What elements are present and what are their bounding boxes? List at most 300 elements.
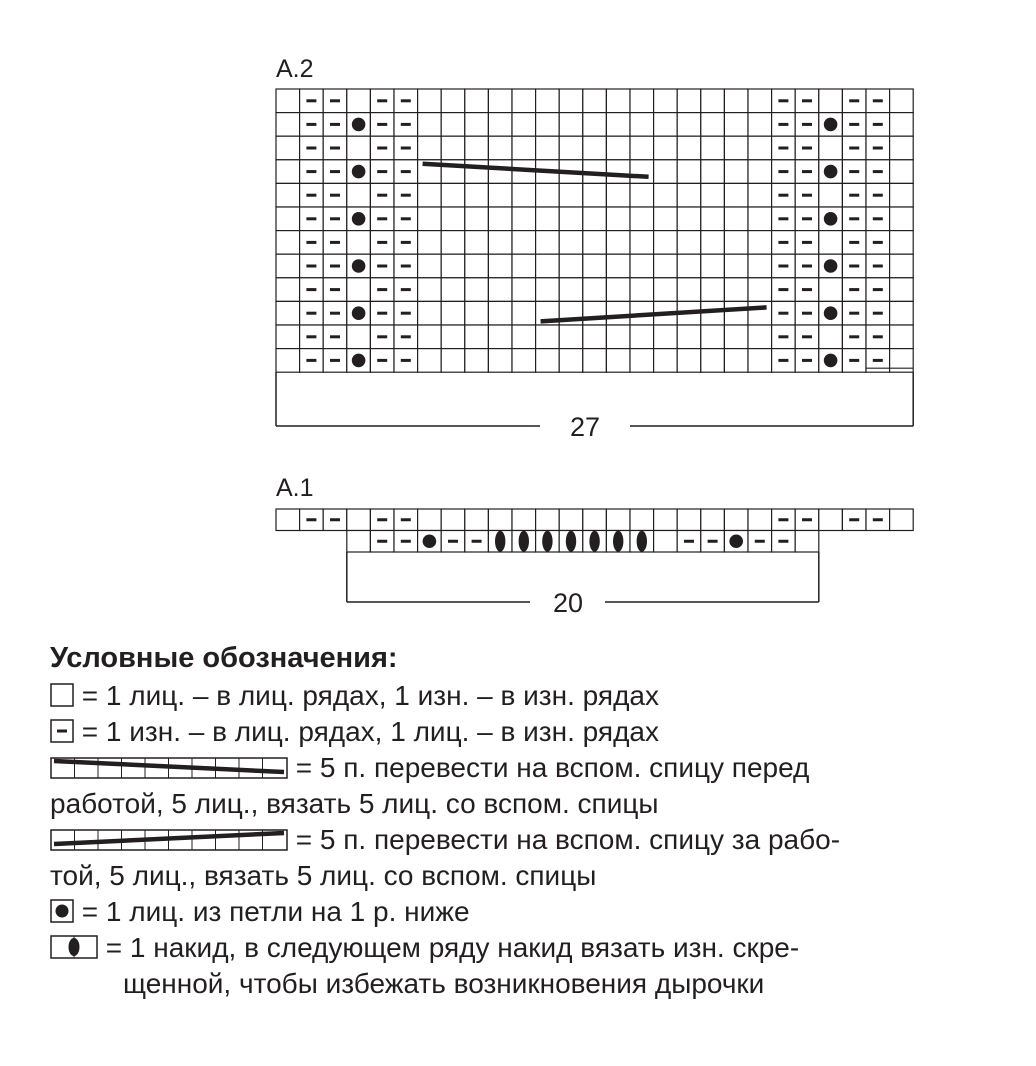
chart-cell (276, 254, 300, 278)
purl-mark (849, 312, 859, 315)
chart-cell (677, 89, 701, 113)
chart-cell (701, 278, 725, 302)
chart-cell (630, 254, 654, 278)
knit-below-dot (824, 118, 838, 132)
width-label: 27 (569, 412, 601, 442)
chart-cell (418, 89, 442, 113)
chart-cell (748, 254, 772, 278)
yarn-over-mark (495, 531, 505, 552)
purl-mark (802, 265, 812, 268)
purl-mark (401, 518, 411, 521)
knit-square-icon (50, 683, 74, 707)
chart-cell (654, 207, 678, 231)
purl-mark (401, 312, 411, 315)
chart-cell (465, 207, 489, 231)
purl-mark (802, 518, 812, 521)
purl-mark (802, 359, 812, 362)
chart-cell (559, 231, 583, 255)
purl-mark (330, 288, 340, 291)
legend-text: = 1 лиц. из петли на 1 р. ниже (81, 896, 470, 927)
chart-cell (606, 254, 630, 278)
chart-cell (347, 231, 371, 255)
purl-mark (849, 217, 859, 220)
chart-cell (724, 183, 748, 207)
purl-mark (802, 288, 812, 291)
chart-cell (512, 254, 536, 278)
chart-cell (701, 254, 725, 278)
purl-mark (778, 123, 788, 126)
legend (50, 640, 1010, 1002)
chart-cell (654, 531, 678, 553)
chart-cell (559, 183, 583, 207)
chart-cell (536, 509, 560, 531)
chart-cell (654, 349, 678, 373)
chart-cell (583, 113, 607, 137)
chart-cell (276, 113, 300, 137)
purl-mark (377, 241, 387, 244)
chart-cell (630, 160, 654, 184)
purl-mark (849, 359, 859, 362)
chart-cell (795, 531, 819, 553)
chart-cell (488, 89, 512, 113)
chart-a2-title: A.2 (276, 55, 314, 83)
chart-cell (465, 278, 489, 302)
purl-mark (330, 147, 340, 150)
chart-cell (488, 278, 512, 302)
purl-mark (306, 288, 316, 291)
purl-mark (401, 217, 411, 220)
chart-cell (583, 89, 607, 113)
chart-cell (276, 160, 300, 184)
chart-cell (418, 207, 442, 231)
legend-text-continued: работой, 5 лиц., вязать 5 лиц. со вспом. спицы (50, 788, 659, 819)
chart-cell (276, 349, 300, 373)
chart-cell (748, 509, 772, 531)
chart-cell (441, 231, 465, 255)
chart-cell (890, 160, 914, 184)
chart-cell (441, 325, 465, 349)
chart-cell (890, 325, 914, 349)
chart-cell (418, 231, 442, 255)
chart-cell (488, 325, 512, 349)
chart-cell (276, 325, 300, 349)
chart-cell (559, 278, 583, 302)
purl-mark (330, 194, 340, 197)
purl-mark (306, 170, 316, 173)
purl-mark (377, 217, 387, 220)
chart-cell (441, 207, 465, 231)
purl-mark (849, 147, 859, 150)
chart-cell (488, 254, 512, 278)
chart-cell (606, 509, 630, 531)
chart-cell (559, 325, 583, 349)
chart-cell (701, 160, 725, 184)
chart-cell (418, 136, 442, 160)
purl-mark (802, 123, 812, 126)
chart-cell (890, 509, 914, 531)
purl-mark (306, 359, 316, 362)
purl-mark (330, 99, 340, 102)
purl-mark (472, 540, 482, 543)
chart-cell (488, 113, 512, 137)
chart-cell (583, 136, 607, 160)
chart-a1-title: A.1 (276, 474, 314, 502)
chart-cell (512, 278, 536, 302)
chart-cell (583, 349, 607, 373)
yarn-over-icon (50, 935, 98, 959)
chart-cell (748, 231, 772, 255)
purl-mark (778, 170, 788, 173)
chart-cell (512, 136, 536, 160)
chart-cell (630, 183, 654, 207)
chart-cell (748, 207, 772, 231)
purl-mark (778, 540, 788, 543)
purl-mark (330, 217, 340, 220)
chart-cell (512, 509, 536, 531)
cable-front-icon (50, 755, 288, 779)
purl-mark (401, 241, 411, 244)
chart-cell (488, 183, 512, 207)
chart-cell (677, 278, 701, 302)
purl-mark (873, 312, 883, 315)
chart-cell (677, 325, 701, 349)
knit-below-dot (352, 354, 366, 368)
chart-cell (677, 254, 701, 278)
chart-cell (536, 207, 560, 231)
legend-text: = 5 п. перевести на вспом. спицу перед (295, 752, 810, 783)
legend-text: = 1 изн. – в лиц. рядах, 1 лиц. – в изн. рядах (81, 716, 659, 747)
chart-cell (583, 254, 607, 278)
chart-cell (512, 113, 536, 137)
knit-below-dot (824, 354, 838, 368)
purl-mark (377, 194, 387, 197)
legend-text: = 1 лиц. – в лиц. рядах, 1 изн. – в изн. рядах (81, 680, 659, 711)
chart-cell (559, 136, 583, 160)
chart-cell (441, 509, 465, 531)
purl-mark (778, 194, 788, 197)
chart-cell (748, 278, 772, 302)
purl-mark (849, 288, 859, 291)
chart-cell (536, 113, 560, 137)
chart-cell (654, 254, 678, 278)
purl-mark (778, 99, 788, 102)
chart-cell (441, 301, 465, 325)
chart-cell (724, 89, 748, 113)
chart-cell (347, 89, 371, 113)
chart-cell (630, 278, 654, 302)
purl-mark (330, 518, 340, 521)
purl-mark (330, 241, 340, 244)
chart-cell (724, 278, 748, 302)
chart-cell (890, 278, 914, 302)
purl-mark (306, 312, 316, 315)
chart-cell (441, 349, 465, 373)
chart-cell (819, 509, 843, 531)
chart-cell (536, 325, 560, 349)
chart-cell (748, 136, 772, 160)
chart-cell (630, 349, 654, 373)
chart-cell (536, 89, 560, 113)
chart-cell (488, 160, 512, 184)
chart-cell (559, 89, 583, 113)
chart-cell (276, 231, 300, 255)
purl-mark (849, 194, 859, 197)
chart-cell (890, 301, 914, 325)
purl-mark (377, 312, 387, 315)
chart-cell (465, 349, 489, 373)
legend-text-continued: щенной, чтобы избежать возникновения дырочки (123, 968, 765, 999)
knit-below-dot (824, 212, 838, 226)
chart-cell (890, 113, 914, 137)
purl-mark (802, 217, 812, 220)
purl-mark (802, 147, 812, 150)
chart-cell (630, 136, 654, 160)
purl-square-icon (50, 719, 74, 743)
chart-cell (819, 231, 843, 255)
chart-cell (654, 89, 678, 113)
chart-cell (701, 325, 725, 349)
chart-cell (606, 183, 630, 207)
purl-mark (849, 241, 859, 244)
chart-cell (559, 254, 583, 278)
chart-cell (347, 278, 371, 302)
chart-cell (819, 278, 843, 302)
chart-cell (819, 89, 843, 113)
chart-cell (465, 136, 489, 160)
chart-cell (512, 231, 536, 255)
knit-below-dot (352, 212, 366, 226)
chart-cell (536, 231, 560, 255)
chart-cell (583, 301, 607, 325)
chart-cell (701, 113, 725, 137)
chart-cell (724, 160, 748, 184)
legend-item-yarn-over (50, 930, 1010, 966)
chart-cell (488, 207, 512, 231)
chart-cell (418, 349, 442, 373)
purl-mark (330, 359, 340, 362)
purl-mark (306, 217, 316, 220)
chart-cell (654, 231, 678, 255)
cable-back-icon (50, 827, 288, 851)
chart-cell (890, 136, 914, 160)
chart-cell (465, 301, 489, 325)
chart-cell (701, 207, 725, 231)
chart-cell (347, 509, 371, 531)
chart-cell (488, 136, 512, 160)
legend-item-knit (50, 678, 1010, 714)
purl-mark (330, 170, 340, 173)
purl-mark (330, 335, 340, 338)
yarn-over-mark (542, 531, 552, 552)
chart-cell (559, 113, 583, 137)
chart-cell (890, 89, 914, 113)
chart-cell (654, 113, 678, 137)
legend-item-cable-back (50, 822, 1010, 858)
chart-cell (724, 231, 748, 255)
purl-mark (448, 540, 458, 543)
purl-mark (873, 217, 883, 220)
chart-cell (677, 160, 701, 184)
chart-cell (418, 254, 442, 278)
purl-mark (401, 99, 411, 102)
chart-cell (654, 278, 678, 302)
chart-cell (630, 231, 654, 255)
knit-below-dot (352, 165, 366, 179)
chart-cell (724, 136, 748, 160)
chart-cell (465, 113, 489, 137)
chart-cell (418, 278, 442, 302)
purl-mark (802, 99, 812, 102)
chart-cell (347, 136, 371, 160)
purl-mark (377, 359, 387, 362)
legend-item-knit-below (50, 894, 1010, 930)
purl-mark (873, 99, 883, 102)
chart-cell (441, 136, 465, 160)
purl-mark (849, 335, 859, 338)
chart-cell (748, 301, 772, 325)
chart-cell (583, 278, 607, 302)
chart-cell (276, 136, 300, 160)
chart-cell (488, 509, 512, 531)
chart-cell (583, 231, 607, 255)
chart-cell (630, 325, 654, 349)
chart-cell (724, 254, 748, 278)
purl-mark (873, 288, 883, 291)
chart-cell (677, 113, 701, 137)
chart-cell (512, 207, 536, 231)
purl-mark (306, 147, 316, 150)
knit-below-dot (824, 165, 838, 179)
chart-cell (488, 231, 512, 255)
chart-cell (724, 207, 748, 231)
yarn-over-mark (637, 531, 647, 552)
chart-cell (488, 301, 512, 325)
chart-cell (630, 207, 654, 231)
purl-mark (873, 265, 883, 268)
chart-cell (276, 89, 300, 113)
chart-cell (677, 207, 701, 231)
chart-cell (536, 349, 560, 373)
purl-mark (401, 288, 411, 291)
chart-cell (606, 89, 630, 113)
chart-cell (724, 509, 748, 531)
purl-mark (873, 147, 883, 150)
purl-mark (377, 265, 387, 268)
purl-mark (401, 123, 411, 126)
chart-cell (724, 301, 748, 325)
chart-cell (441, 254, 465, 278)
chart-cell (583, 509, 607, 531)
purl-mark (330, 123, 340, 126)
purl-mark (377, 123, 387, 126)
purl-mark (377, 99, 387, 102)
chart-cell (606, 278, 630, 302)
chart-cell (890, 254, 914, 278)
chart-cell (536, 254, 560, 278)
chart-cell (465, 160, 489, 184)
purl-mark (802, 170, 812, 173)
chart-cell (512, 325, 536, 349)
chart-cell (347, 531, 371, 553)
chart-cell (654, 509, 678, 531)
purl-mark (802, 312, 812, 315)
purl-mark (708, 540, 718, 543)
chart-cell (748, 89, 772, 113)
chart-cell (606, 207, 630, 231)
purl-mark (778, 241, 788, 244)
chart-cell (418, 325, 442, 349)
chart-cell (465, 89, 489, 113)
purl-mark (401, 147, 411, 150)
knit-below-dot (352, 118, 366, 132)
purl-mark (377, 540, 387, 543)
chart-cell (583, 183, 607, 207)
chart-cell (654, 160, 678, 184)
chart-cell (630, 113, 654, 137)
chart-cell (890, 207, 914, 231)
chart-cell (701, 136, 725, 160)
yarn-over-mark (589, 531, 599, 552)
chart-cell (347, 183, 371, 207)
yarn-over-mark (566, 531, 576, 552)
purl-mark (873, 123, 883, 126)
chart-cell (441, 113, 465, 137)
legend-text: = 1 накид, в следующем ряду накид вязать изн. скре- (105, 932, 800, 963)
purl-mark (778, 147, 788, 150)
chart-cell (488, 349, 512, 373)
purl-mark (849, 265, 859, 268)
legend-text-continued: той, 5 лиц., вязать 5 лиц. со вспом. спицы (50, 860, 597, 891)
chart-cell (701, 349, 725, 373)
legend-title: Условные обозначения: (50, 642, 398, 674)
chart-cell (465, 325, 489, 349)
purl-mark (802, 335, 812, 338)
chart-cell (677, 349, 701, 373)
knit-below-dot (352, 259, 366, 273)
purl-mark (401, 540, 411, 543)
chart-cell (724, 113, 748, 137)
purl-mark (330, 312, 340, 315)
knit-below-dot (824, 306, 838, 320)
width-label: 20 (552, 588, 584, 618)
chart-cell (347, 325, 371, 349)
purl-mark (306, 518, 316, 521)
chart-cell (677, 183, 701, 207)
chart-cell (654, 325, 678, 349)
purl-mark (306, 335, 316, 338)
purl-mark (849, 123, 859, 126)
purl-mark (778, 312, 788, 315)
purl-mark (849, 99, 859, 102)
chart-cell (606, 113, 630, 137)
chart-cell (701, 509, 725, 531)
purl-mark (778, 217, 788, 220)
chart-cell (441, 89, 465, 113)
purl-mark (401, 359, 411, 362)
chart-cell (276, 301, 300, 325)
knit-below-dot (352, 306, 366, 320)
chart-cell (890, 183, 914, 207)
purl-mark (306, 123, 316, 126)
chart-cell (606, 325, 630, 349)
purl-mark (377, 518, 387, 521)
purl-mark (306, 194, 316, 197)
chart-cell (441, 183, 465, 207)
chart-cell (536, 183, 560, 207)
chart-cell (536, 136, 560, 160)
purl-mark (306, 265, 316, 268)
purl-mark (778, 359, 788, 362)
